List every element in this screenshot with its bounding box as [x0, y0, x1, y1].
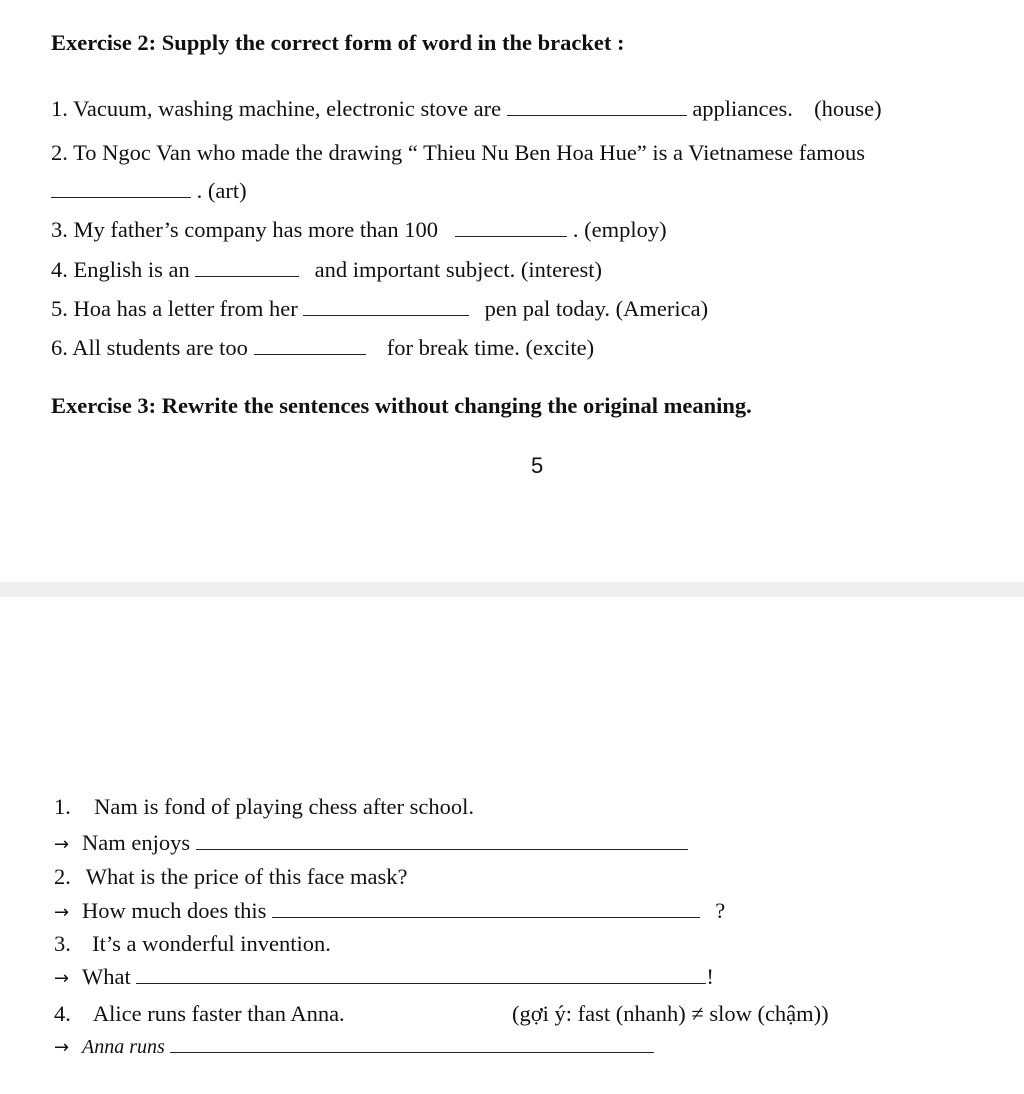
item-number: 1. [54, 794, 71, 819]
ex2-item-4 [51, 256, 602, 284]
answer-blank[interactable] [272, 899, 700, 918]
item-text: and important subject. (interest) [314, 257, 603, 282]
answer-blank[interactable] [170, 1034, 654, 1053]
answer-prompt: What [82, 964, 131, 989]
ex3-item-2-answer [54, 897, 725, 927]
item-number: 1. [51, 96, 68, 121]
ex3-item-3 [54, 930, 331, 958]
item-text: Hoa has a letter from her [73, 296, 298, 321]
answer-blank[interactable] [136, 965, 706, 984]
ex3-item-1-answer [54, 829, 688, 859]
item-text: English is an [73, 257, 190, 282]
answer-end: ? [715, 898, 726, 923]
item-text: My father’s company has more than 100 [73, 217, 438, 242]
arrow-icon: → [54, 902, 70, 923]
ex2-item-2-cont [51, 177, 247, 205]
item-text: Vacuum, washing machine, electronic stove are [73, 96, 502, 121]
answer-blank[interactable] [507, 97, 687, 116]
ex3-item-1 [54, 793, 474, 821]
arrow-icon: → [54, 968, 70, 989]
ex3-item-3-answer [54, 963, 714, 993]
item-text: pen pal today. (America) [484, 296, 709, 321]
ex2-item-1 [51, 95, 882, 123]
page-lower [0, 597, 1024, 1094]
item-number: 6. [51, 335, 68, 360]
page-number: 5 [531, 453, 544, 478]
ex2-item-6 [51, 334, 594, 362]
ex2-item-2 [51, 139, 865, 167]
answer-blank[interactable] [254, 336, 366, 355]
answer-blank[interactable] [303, 297, 469, 316]
item-number: 3. [54, 931, 71, 956]
item-number: 4. [51, 257, 68, 282]
exercise2-title: Exercise 2: Supply the correct form of word in the bracket : [51, 30, 625, 55]
item-hint: . (art) [196, 178, 247, 203]
ex3-item-4 [54, 1000, 345, 1028]
answer-blank[interactable] [51, 179, 191, 198]
ex2-item-5 [51, 295, 708, 323]
item-text: What is the price of this face mask? [85, 864, 408, 889]
ex3-item-2 [54, 863, 407, 891]
item-number: 2. [51, 140, 68, 165]
answer-prompt: Anna runs [82, 1036, 165, 1058]
item-number: 3. [51, 217, 68, 242]
item-number: 5. [51, 296, 68, 321]
answer-prompt: Nam enjoys [82, 830, 191, 855]
item-text: It’s a wonderful invention. [92, 931, 331, 956]
answer-end: ! [706, 964, 714, 989]
item-hint: . (employ) [572, 217, 667, 242]
item-hint: (house) [814, 96, 882, 121]
item-text: for break time. (excite) [386, 335, 595, 360]
item-text: Alice runs faster than Anna. [92, 1001, 345, 1026]
item-number: 4. [54, 1001, 71, 1026]
arrow-icon: → [54, 1037, 70, 1058]
item-text: Nam is fond of playing chess after school. [94, 794, 475, 819]
item-text: appliances. [692, 96, 793, 121]
answer-blank[interactable] [455, 218, 567, 237]
answer-blank[interactable] [196, 831, 688, 850]
ex3-item-4-answer [54, 1033, 654, 1062]
item-number: 2. [54, 864, 71, 889]
item-text: All students are too [72, 335, 248, 360]
item-text: To Ngoc Van who made the drawing “ Thieu Nu Ben Hoa Hue” is a Vietnamese famous [73, 140, 865, 165]
ex3-item-4-hint: (gợi ý: fast (nhanh) ≠ slow (chậm)) [512, 1001, 829, 1026]
answer-prompt: How much does this [82, 898, 267, 923]
arrow-icon: → [54, 834, 70, 855]
answer-blank[interactable] [195, 258, 299, 277]
ex2-item-3 [51, 216, 667, 244]
exercise3-title: Exercise 3: Rewrite the sentences without changing the original meaning. [51, 393, 752, 418]
page-separator [0, 582, 1024, 597]
